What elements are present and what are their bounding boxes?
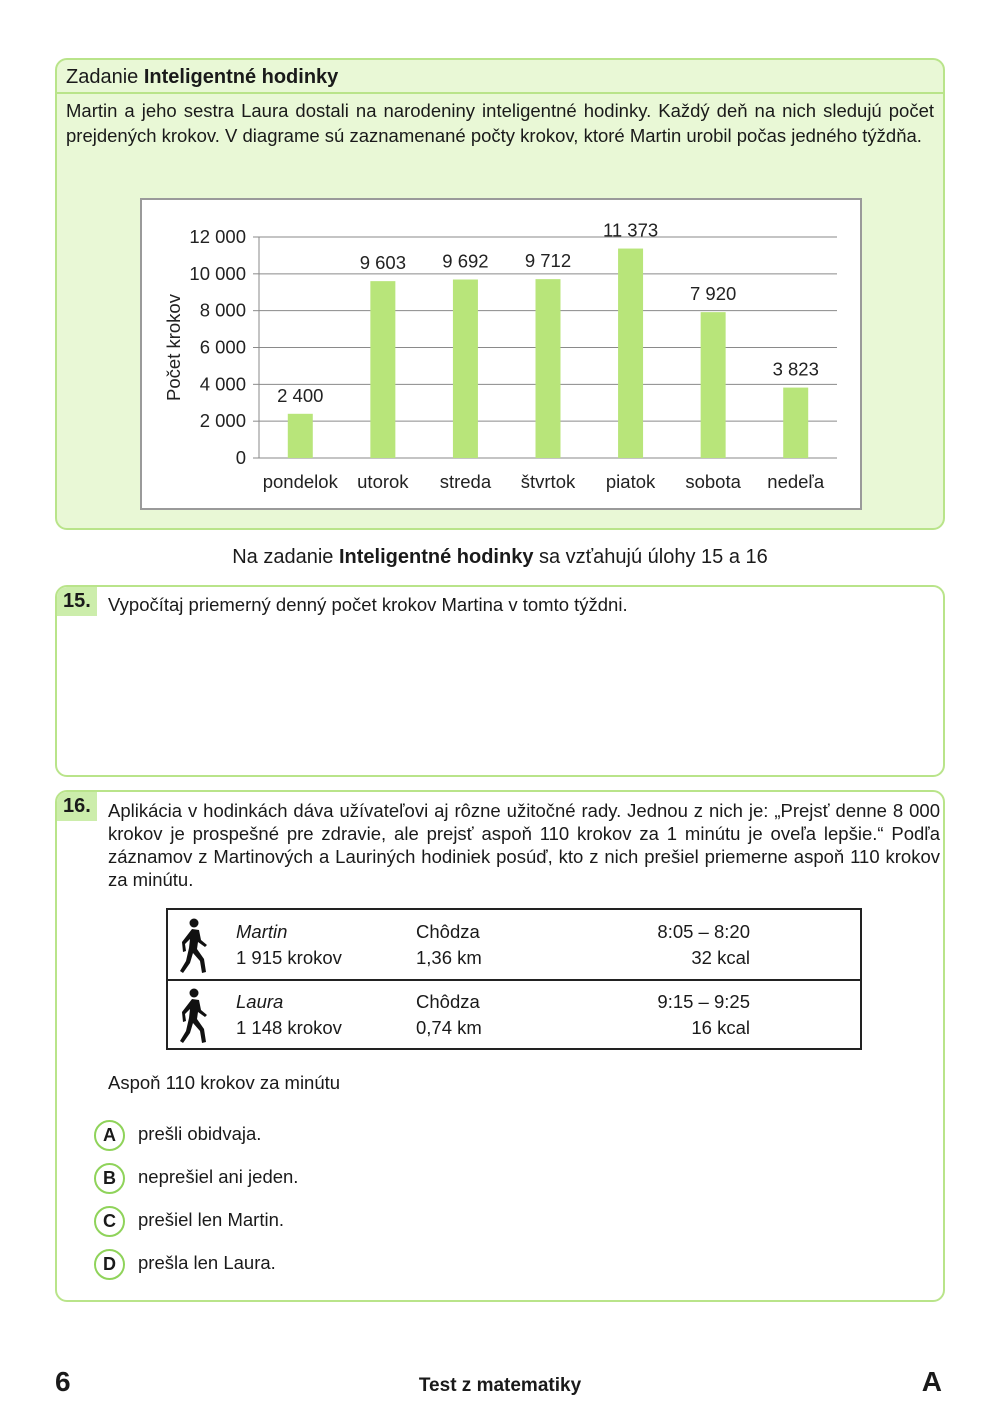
option-d-letter[interactable]: D — [94, 1249, 125, 1280]
y-tick-label: 8 000 — [199, 299, 246, 321]
data-label: 9 712 — [524, 250, 572, 272]
walk-kcal: 32 kcal — [691, 947, 750, 968]
y-tick-label: 0 — [235, 447, 246, 468]
question-16-number: 16. — [57, 792, 97, 821]
y-axis-label: Počet krokov — [163, 294, 184, 401]
y-tick-label: 10 000 — [189, 262, 246, 284]
walk-record-laura — [168, 980, 860, 1049]
bar-štvrtok — [536, 279, 561, 458]
x-tick-label: pondelok — [262, 471, 338, 492]
bar-piatok — [618, 249, 643, 458]
x-tick-label: piatok — [605, 471, 656, 492]
steps-bar-chart — [140, 198, 862, 510]
walk-steps: 1 148 krokov — [236, 1017, 342, 1038]
bar-pondelok — [288, 414, 313, 458]
data-label: 9 603 — [359, 252, 407, 274]
related-tasks-suffix: sa vzťahujú úlohy 15 a 16 — [533, 546, 768, 568]
task-intro-header — [57, 60, 943, 94]
bar-streda — [453, 280, 478, 458]
bar-utorok — [370, 281, 395, 458]
page-number: 6 — [55, 1366, 71, 1397]
related-tasks-title: Inteligentné hodinky — [338, 546, 534, 568]
bar-sobota — [701, 312, 726, 458]
question-15-text: Vypočítaj priemerný denný počet krokov Martina v tomto týždni. — [108, 594, 628, 615]
option-a-letter[interactable]: A — [94, 1120, 125, 1151]
walk-record-martin — [168, 910, 860, 981]
x-tick-label: utorok — [357, 471, 409, 492]
y-tick-label: 6 000 — [199, 336, 246, 358]
footer-title: Test z matematiky — [418, 1375, 582, 1396]
y-tick-label: 2 000 — [199, 410, 246, 432]
chart-canvas — [142, 200, 860, 508]
walk-activity: Chôdza — [416, 991, 480, 1012]
walker-name: Laura — [236, 991, 284, 1012]
bar-nedeľa — [783, 388, 808, 458]
question-16-panel — [55, 790, 945, 1302]
option-b-letter[interactable]: B — [94, 1163, 125, 1194]
question-15-number: 15. — [57, 587, 97, 616]
walk-distance: 0,74 km — [416, 1017, 482, 1038]
walk-kcal: 16 kcal — [691, 1017, 750, 1038]
walk-time: 8:05 – 8:20 — [657, 921, 750, 942]
x-tick-label: štvrtok — [520, 471, 576, 492]
walk-time: 9:15 – 9:25 — [657, 991, 750, 1012]
data-label: 3 823 — [772, 358, 819, 380]
related-tasks-note — [0, 546, 1000, 569]
task-title: Inteligentné hodinky — [143, 66, 339, 88]
x-tick-label: nedeľa — [767, 471, 825, 492]
walking-person-icon — [178, 988, 212, 1044]
x-tick-label: sobota — [685, 471, 741, 492]
option-c-letter[interactable]: C — [94, 1206, 125, 1237]
option-a-text[interactable]: prešli obidvaja. — [138, 1123, 262, 1144]
task-description: Martin a jeho sestra Laura dostali na narodeniny inteligentné hodinky. Každý deň na nich sledujú počet prejdených krokov. V diagrame sú zaznamenané počty krokov, ktoré Martin urobil počas jedného týždňa. — [66, 100, 934, 146]
option-c-text[interactable]: prešiel len Martin. — [138, 1209, 285, 1230]
x-tick-label: streda — [439, 471, 492, 492]
y-tick-label: 4 000 — [199, 373, 246, 395]
question-15-panel — [55, 585, 945, 777]
walk-steps: 1 915 krokov — [236, 947, 342, 968]
data-label: 9 692 — [442, 250, 489, 272]
walk-distance: 1,36 km — [416, 947, 482, 968]
data-label: 11 373 — [602, 219, 659, 241]
walking-person-icon — [178, 918, 212, 974]
walker-name: Martin — [236, 921, 288, 942]
question-16-text: Aplikácia v hodinkách dáva užívateľovi aj rôzne užitočné rady. Jednou z nich je: „Prejsť denne 8 000 krokov je prospešné pre zdravie, ale prejsť aspoň 110 krokov za 1 minútu je oveľa lepšie.“ Podľa záznamov z Martinových a Lauriných hodiniek posúď, kto z nich prešiel priemerne aspoň 110 krokov za minútu. — [108, 800, 940, 890]
walk-records-table — [166, 908, 862, 1050]
task-intro-panel — [55, 58, 945, 530]
test-variant: A — [921, 1366, 942, 1397]
task-label: Zadanie — [66, 66, 139, 88]
option-b-text[interactable]: neprešiel ani jeden. — [138, 1166, 299, 1187]
option-d-text[interactable]: prešla len Laura. — [138, 1252, 276, 1273]
walk-activity: Chôdza — [416, 921, 480, 942]
question-16-statement: Aspoň 110 krokov za minútu — [108, 1072, 341, 1093]
data-label: 2 400 — [277, 384, 324, 406]
related-tasks-prefix: Na zadanie — [232, 546, 339, 568]
data-label: 7 920 — [689, 283, 737, 305]
y-tick-label: 12 000 — [189, 226, 246, 247]
